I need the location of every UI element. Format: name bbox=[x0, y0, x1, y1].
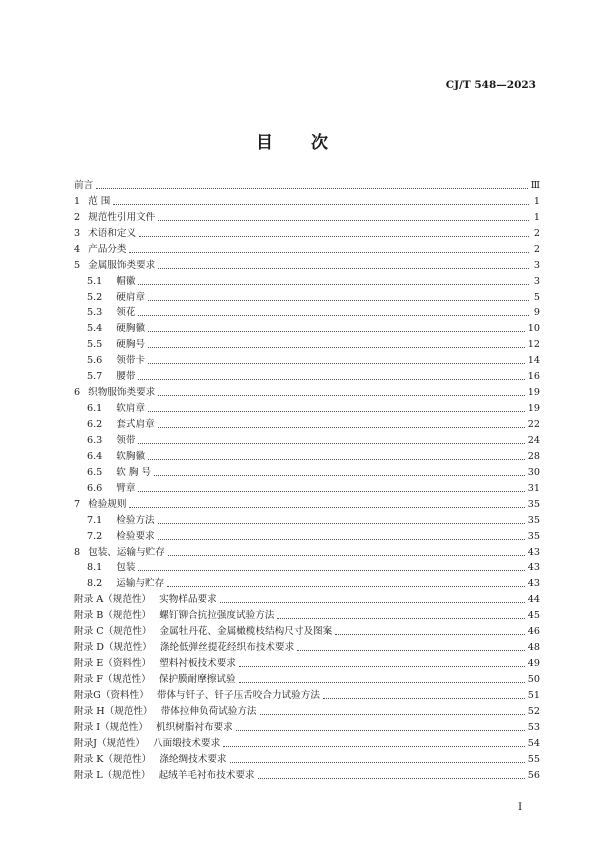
toc-leader-dots bbox=[148, 459, 525, 460]
toc-entry[interactable] bbox=[74, 559, 540, 575]
toc-entry-label: 规范性引用文件 bbox=[88, 211, 156, 223]
toc-leader-dots bbox=[158, 539, 525, 540]
toc-entry[interactable] bbox=[74, 431, 540, 447]
toc-entry-label: 织物服饰类要求 bbox=[88, 387, 156, 399]
toc-entry[interactable] bbox=[74, 750, 540, 766]
toc-entry-number: 1 bbox=[74, 195, 81, 207]
toc-entry-label: 金属牡丹花、金属橄榄枝结构尺寸及图案 bbox=[159, 626, 333, 638]
toc-leader-dots bbox=[138, 491, 524, 492]
toc-entry-number: 附录 F（规范性） bbox=[74, 674, 151, 685]
toc-entry-number: 7.2 bbox=[87, 530, 103, 542]
toc-entry-page: 46 bbox=[527, 626, 540, 638]
toc-entry[interactable] bbox=[74, 351, 540, 367]
toc-entry-page: 45 bbox=[527, 610, 540, 622]
table-of-contents bbox=[74, 176, 540, 782]
toc-leader-dots bbox=[258, 778, 525, 779]
toc-leader-dots bbox=[168, 555, 525, 556]
toc-entry[interactable] bbox=[74, 383, 540, 399]
toc-entry-page: 56 bbox=[527, 769, 540, 781]
toc-entry-page: 51 bbox=[527, 689, 540, 701]
toc-entry[interactable] bbox=[74, 288, 540, 304]
toc-entry-label: 硬胸号 bbox=[116, 339, 146, 351]
toc-entry-page: 31 bbox=[527, 482, 540, 494]
toc-entry-label: 帽徽 bbox=[116, 275, 136, 287]
toc-entry[interactable] bbox=[74, 622, 540, 638]
toc-entry-label: 检验要求 bbox=[116, 530, 155, 542]
toc-entry-page: 19 bbox=[527, 403, 540, 415]
toc-leader-dots bbox=[113, 204, 529, 205]
toc-entry-page: 5 bbox=[533, 291, 540, 303]
toc-leader-dots bbox=[335, 634, 525, 635]
toc-entry-label: 软肩章 bbox=[116, 403, 146, 415]
toc-entry[interactable] bbox=[74, 208, 540, 224]
toc-leader-dots bbox=[158, 268, 529, 269]
toc-entry-label: 起绒羊毛衬布技术要求 bbox=[158, 769, 255, 781]
toc-entry-label: 涤纶低弹丝提花经织布技术要求 bbox=[159, 642, 295, 654]
toc-leader-dots bbox=[220, 602, 525, 603]
toc-entry-label: 领带卡 bbox=[116, 355, 146, 367]
toc-entry-page: 44 bbox=[527, 594, 540, 606]
toc-leader-dots bbox=[148, 331, 525, 332]
toc-leader-dots bbox=[148, 363, 525, 364]
toc-entry[interactable] bbox=[74, 272, 540, 288]
toc-entry-label: 臂章 bbox=[116, 482, 136, 494]
toc-entry-page: 35 bbox=[527, 498, 540, 510]
toc-leader-dots bbox=[148, 411, 525, 412]
toc-entry-number: 附录 C（规范性） bbox=[74, 626, 152, 638]
toc-leader-dots bbox=[236, 730, 525, 731]
toc-entry-number: 附录G（资料性） bbox=[74, 689, 149, 701]
toc-entry-number: 附录 L（规范性） bbox=[74, 769, 151, 781]
page-number: I bbox=[518, 801, 523, 813]
toc-leader-dots bbox=[148, 300, 529, 301]
toc-entry[interactable] bbox=[74, 590, 540, 606]
toc-entry-page: 43 bbox=[527, 578, 540, 590]
toc-entry-page: 28 bbox=[527, 450, 540, 462]
toc-entry[interactable] bbox=[74, 511, 540, 527]
toc-leader-dots bbox=[239, 682, 525, 683]
toc-entry-number: 3 bbox=[74, 227, 81, 239]
toc-entry-number: 5.6 bbox=[87, 355, 103, 367]
toc-entry-label: 运输与贮存 bbox=[116, 578, 165, 590]
toc-leader-dots bbox=[230, 762, 525, 763]
toc-entry-label: 套式肩章 bbox=[116, 419, 155, 430]
toc-entry-page: 24 bbox=[527, 434, 540, 446]
toc-entry[interactable] bbox=[74, 543, 540, 559]
toc-leader-dots bbox=[158, 395, 525, 396]
toc-leader-dots bbox=[138, 284, 529, 285]
toc-leader-dots bbox=[260, 714, 525, 715]
toc-leader-dots bbox=[138, 443, 524, 444]
toc-entry[interactable] bbox=[74, 415, 540, 431]
toc-entry-number: 附录 D（规范性） bbox=[74, 642, 152, 654]
toc-entry-label: 硬肩章 bbox=[116, 291, 146, 303]
toc-entry-number: 附录 H（规范性） bbox=[74, 705, 153, 717]
toc-entry-page: 1 bbox=[533, 211, 540, 223]
toc-entry-page: 12 bbox=[527, 339, 540, 351]
toc-entry-number: 2 bbox=[74, 211, 81, 223]
toc-entry-number: 8 bbox=[74, 546, 81, 558]
toc-leader-dots bbox=[138, 570, 524, 571]
toc-entry-number: 6.2 bbox=[87, 419, 103, 430]
toc-entry-page: 2 bbox=[533, 243, 540, 255]
toc-entry-page: 43 bbox=[527, 546, 540, 558]
toc-entry-page: 35 bbox=[527, 514, 540, 526]
toc-entry-page: 9 bbox=[533, 307, 540, 319]
toc-entry-label: 塑料衬板技术要求 bbox=[159, 658, 236, 670]
toc-entry-label: 涤纶绸技术要求 bbox=[159, 753, 227, 765]
toc-entry-label: 产品分类 bbox=[88, 243, 127, 255]
toc-entry-label: 软 胸 号 bbox=[116, 466, 152, 478]
toc-entry[interactable] bbox=[74, 224, 540, 240]
toc-entry-page: 52 bbox=[527, 705, 540, 717]
toc-entry-number: 6 bbox=[74, 387, 81, 399]
toc-entry[interactable] bbox=[74, 335, 540, 351]
toc-entry-number: 8.2 bbox=[87, 578, 103, 590]
toc-leader-dots bbox=[158, 523, 525, 524]
toc-entry-number: 5 bbox=[74, 259, 81, 271]
toc-entry[interactable] bbox=[74, 638, 540, 654]
toc-entry-page: 35 bbox=[527, 530, 540, 542]
toc-entry-page: 10 bbox=[527, 323, 540, 335]
toc-entry-page: 30 bbox=[527, 466, 540, 478]
toc-leader-dots bbox=[129, 252, 529, 253]
toc-entry-number: 6.3 bbox=[87, 434, 103, 446]
toc-entry-number: 5.1 bbox=[87, 275, 103, 287]
toc-entry-number: 6.1 bbox=[87, 403, 103, 415]
toc-entry[interactable] bbox=[74, 670, 540, 686]
toc-entry-number: 8.1 bbox=[87, 562, 103, 574]
toc-leader-dots bbox=[138, 379, 524, 380]
toc-entry-page: 43 bbox=[527, 562, 540, 574]
toc-entry-number: 附录 E（资料性） bbox=[74, 658, 152, 670]
toc-leader-dots bbox=[148, 347, 525, 348]
toc-entry-label: 腰带 bbox=[116, 371, 136, 383]
toc-entry[interactable] bbox=[74, 686, 540, 702]
toc-entry-label: 实物样品要求 bbox=[159, 594, 217, 606]
toc-entry-page: 3 bbox=[533, 275, 540, 287]
standard-code: CJ/T 548—2023 bbox=[445, 79, 536, 91]
toc-entry-label: 带体与钎子、钎子压舌咬合力试验方法 bbox=[156, 689, 320, 701]
toc-entry-label: 机织树脂衬布要求 bbox=[156, 721, 233, 733]
toc-entry[interactable] bbox=[74, 447, 540, 463]
toc-entry-label: 螺钉铆合抗拉强度试验方法 bbox=[159, 610, 275, 622]
toc-entry[interactable] bbox=[74, 606, 540, 622]
toc-entry-label: 术语和定义 bbox=[88, 227, 137, 239]
toc-entry-number: 6.5 bbox=[87, 466, 103, 478]
toc-leader-dots bbox=[323, 698, 525, 699]
toc-entry[interactable] bbox=[74, 240, 540, 256]
toc-entry-page: 1 bbox=[533, 195, 540, 207]
toc-entry-number: 附录 B（规范性） bbox=[74, 610, 152, 622]
toc-entry-page: 19 bbox=[527, 387, 540, 399]
toc-entry[interactable] bbox=[74, 319, 540, 335]
toc-entry-number: 5.7 bbox=[87, 371, 103, 383]
toc-leader-dots bbox=[297, 650, 525, 651]
toc-entry-number: 5.4 bbox=[87, 323, 103, 335]
toc-entry-label: 保护膜耐摩擦试验 bbox=[158, 674, 236, 685]
toc-entry-number: 6.6 bbox=[87, 482, 103, 494]
toc-leader-dots bbox=[154, 475, 525, 476]
toc-entry-number: 4 bbox=[74, 243, 81, 255]
toc-entry[interactable] bbox=[74, 734, 540, 750]
toc-entry-page: 54 bbox=[527, 737, 540, 749]
toc-entry-label: 八面缎技术要求 bbox=[153, 737, 221, 749]
toc-entry[interactable] bbox=[74, 495, 540, 511]
toc-entry-page: 55 bbox=[527, 753, 540, 765]
toc-entry-label: 范 围 bbox=[88, 195, 111, 207]
toc-entry[interactable] bbox=[74, 367, 540, 383]
toc-entry[interactable] bbox=[74, 766, 540, 782]
toc-entry-label: 领带 bbox=[116, 434, 136, 446]
toc-leader-dots bbox=[223, 746, 525, 747]
toc-entry-label: 硬胸徽 bbox=[116, 323, 146, 335]
toc-entry[interactable] bbox=[74, 654, 540, 670]
toc-entry[interactable] bbox=[74, 176, 540, 192]
toc-entry-page: 53 bbox=[527, 721, 540, 733]
toc-entry-page: 48 bbox=[527, 642, 540, 654]
toc-entry[interactable] bbox=[74, 479, 540, 495]
toc-leader-dots bbox=[96, 188, 528, 189]
toc-leader-dots bbox=[167, 586, 525, 587]
toc-entry-number: 5.2 bbox=[87, 291, 103, 303]
toc-leader-dots bbox=[239, 666, 525, 667]
toc-entry-number: 6.4 bbox=[87, 450, 103, 462]
toc-entry-number: 附录 I（规范性） bbox=[74, 721, 148, 733]
toc-leader-dots bbox=[158, 220, 529, 221]
toc-leader-dots bbox=[138, 315, 529, 316]
toc-entry-number: 5.5 bbox=[87, 339, 103, 351]
toc-entry[interactable] bbox=[74, 527, 540, 543]
toc-entry-label: 包装 bbox=[116, 562, 136, 574]
toc-leader-dots bbox=[277, 618, 524, 619]
toc-entry[interactable] bbox=[74, 574, 540, 590]
toc-entry[interactable] bbox=[74, 304, 540, 320]
toc-entry-number: 7.1 bbox=[87, 514, 103, 526]
toc-entry-label: 领花 bbox=[116, 307, 136, 319]
toc-entry-label: 带体拉伸负荷试验方法 bbox=[160, 705, 257, 717]
toc-entry-page: Ⅲ bbox=[530, 179, 540, 191]
toc-entry-number: 附录 A（规范性） bbox=[74, 594, 152, 606]
toc-entry-number: 5.3 bbox=[87, 307, 103, 319]
toc-entry-page: 22 bbox=[527, 419, 540, 430]
toc-entry[interactable] bbox=[74, 192, 540, 208]
toc-entry[interactable] bbox=[74, 702, 540, 718]
toc-entry-page: 3 bbox=[533, 259, 540, 271]
toc-entry-number: 附录J（规范性） bbox=[74, 737, 146, 749]
toc-entry-label: 包装、运输与贮存 bbox=[88, 546, 165, 558]
page-title: 目 次 bbox=[256, 133, 344, 153]
toc-leader-dots bbox=[158, 427, 525, 428]
toc-entry[interactable] bbox=[74, 463, 540, 479]
toc-entry-label: 软胸徽 bbox=[116, 450, 146, 462]
toc-entry-page: 50 bbox=[527, 674, 540, 685]
toc-entry-label: 检验方法 bbox=[116, 514, 155, 526]
toc-leader-dots bbox=[129, 507, 524, 508]
toc-entry-label: 检验规则 bbox=[88, 498, 127, 510]
toc-entry-number: 附录 K（规范性） bbox=[74, 753, 152, 765]
toc-entry-page: 2 bbox=[533, 227, 540, 239]
toc-entry-page: 16 bbox=[527, 371, 540, 383]
toc-entry[interactable] bbox=[74, 718, 540, 734]
toc-entry-number: 7 bbox=[74, 498, 81, 510]
toc-entry[interactable] bbox=[74, 399, 540, 415]
toc-entry-label: 前言 bbox=[74, 179, 94, 191]
toc-leader-dots bbox=[139, 236, 529, 237]
toc-entry-label: 金属服饰类要求 bbox=[88, 259, 156, 271]
toc-entry-page: 49 bbox=[527, 658, 540, 670]
toc-entry[interactable] bbox=[74, 256, 540, 272]
toc-entry-page: 14 bbox=[527, 355, 540, 367]
